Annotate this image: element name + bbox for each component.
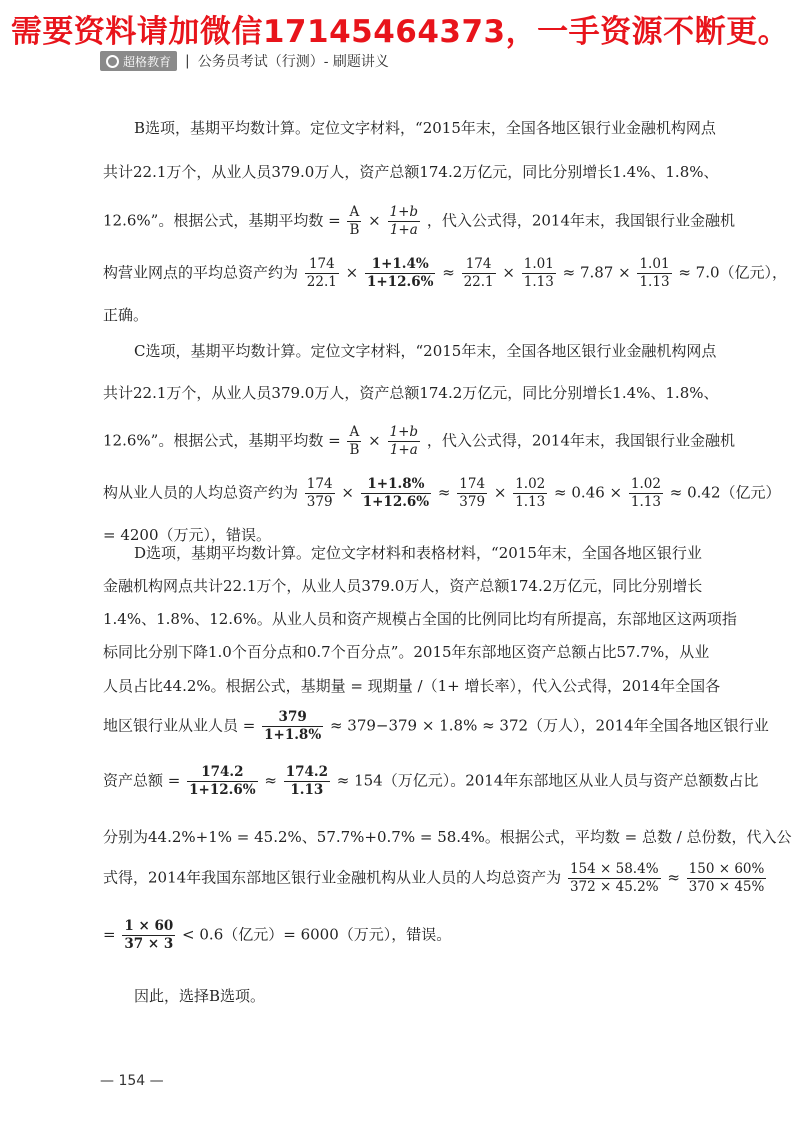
text-segment: ≈ 154（万亿元）。2014年东部地区从业人员与资产总额数占比 <box>336 771 759 790</box>
text-line: B选项，基期平均数计算。定位文字材料，“2015年末，全国各地区银行业金融机构网点 <box>134 119 716 137</box>
operator: ≈ <box>264 771 277 790</box>
text-line: C选项，基期平均数计算。定位文字材料，“2015年末，全国各地区银行业金融机构网点 <box>134 342 717 360</box>
fraction: $\frac{1+1.4\%}{1+12.6\%}$ <box>367 256 434 290</box>
text-segment: ≈ 7.0（亿元）， <box>678 263 788 282</box>
text-line: 正确。 <box>103 306 149 324</box>
text-line: 1.4%、1.8%、12.6%。从业人员和资产规模占全国的比例同比均有所提高，东部地区这两项指 <box>103 610 737 628</box>
fraction: $\frac{379}{1+1.8\%}$ <box>264 709 322 743</box>
text-line: 标同比分别下降1.0个百分点和0.7个百分点”。2015年东部地区资产总额占比57.7%，从业 <box>103 643 710 661</box>
formula-line <box>103 477 781 510</box>
logo-icon <box>106 55 119 68</box>
formula-line <box>103 425 735 458</box>
header-title: 公务员考试（行测）- 刷题讲义 <box>197 54 389 70</box>
text-segment: ≈ 379−379 × 1.8% ≈ 372（万人），2014年全国各地区银行业 <box>329 716 769 735</box>
fraction: $\frac{154 \times 58.4\%}{372 \times 45.2\%}$ <box>569 861 659 895</box>
fraction: $\frac{174}{379}$ <box>306 476 333 510</box>
operator: × <box>345 263 359 282</box>
page-header <box>100 50 389 72</box>
text-segment: 12.6%”。根据公式，基期平均数 = <box>103 431 341 450</box>
operator: × <box>368 211 381 230</box>
formula-line <box>103 257 787 290</box>
page-number: — 154 — <box>100 1073 164 1089</box>
text-segment: 构营业网点的平均总资产约为 <box>103 263 299 282</box>
fraction: $\frac{1.02}{1.13}$ <box>515 476 546 510</box>
text-line: 金融机构网点共计22.1万个，从业人员379.0万人，资产总额174.2万亿元，同比分别增长 <box>103 577 703 595</box>
text-segment: ≈ 0.42（亿元） <box>669 483 781 502</box>
operator: × <box>502 263 515 282</box>
conclusion-text: 因此，选择B选项。 <box>134 987 266 1005</box>
text-line: D选项，基期平均数计算。定位文字材料和表格材料，“2015年末，全国各地区银行业 <box>134 544 702 562</box>
fraction: $\frac{174}{22.1}$ <box>463 256 494 290</box>
fraction: $\frac{174}{22.1}$ <box>306 256 337 290</box>
operator: ≈ <box>437 483 451 502</box>
text-segment: ，代入公式得，2014年末，我国银行业金融机 <box>426 431 736 450</box>
formula-line <box>103 710 769 743</box>
text-segment: ≈ 7.87 × <box>562 263 631 282</box>
text-segment: 式得，2014年我国东部地区银行业金融机构从业人员的人均总资产为 <box>103 868 562 887</box>
text-segment: 构从业人员的人均总资产约为 <box>103 483 299 502</box>
fraction: $\frac{A}{B}$ <box>349 424 360 458</box>
operator: × <box>493 483 507 502</box>
text-segment: 12.6%”。根据公式，基期平均数 = <box>103 211 341 230</box>
fraction: $\frac{1+1.8\%}{1+12.6\%}$ <box>362 476 430 510</box>
text-segment: 资产总额 = <box>103 771 181 790</box>
text-line: 共计22.1万个，从业人员379.0万人，资产总额174.2万亿元，同比分别增长1.4%、1.8%、 <box>103 163 719 181</box>
operator: × <box>341 483 354 502</box>
fraction: $\frac{1.02}{1.13}$ <box>630 476 661 510</box>
operator: ≈ <box>667 868 680 887</box>
text-line: 共计22.1万个，从业人员379.0万人，资产总额174.2万亿元，同比分别增长1.4%、1.8%、 <box>103 384 719 402</box>
fraction: $\frac{1+b}{1+a}$ <box>389 204 419 238</box>
formula-line <box>103 862 768 895</box>
brand-logo <box>100 51 177 71</box>
operator: × <box>368 431 381 450</box>
operator: ≈ <box>442 263 455 282</box>
fraction: $\frac{1.01}{1.13}$ <box>523 256 554 290</box>
fraction: $\frac{1 \times 60}{37 \times 3}$ <box>124 918 174 952</box>
fraction: $\frac{174}{379}$ <box>459 476 486 510</box>
header-separator: | <box>185 53 190 69</box>
formula-line <box>103 765 758 798</box>
text-segment: < 0.6（亿元）= 6000（万元），错误。 <box>182 925 452 944</box>
text-line: = 4200（万元），错误。 <box>103 526 272 544</box>
text-line: 分别为44.2%+1% = 45.2%、57.7%+0.7% = 58.4%。根据公式，平均数 = 总数 / 总份数，代入公 <box>103 828 792 846</box>
text-segment: 地区银行业从业人员 = <box>103 716 256 735</box>
text-segment: ≈ 0.46 × <box>554 483 623 502</box>
formula-line <box>103 919 451 952</box>
fraction: $\frac{A}{B}$ <box>349 204 360 238</box>
fraction: $\frac{174.2}{1.13}$ <box>285 764 328 798</box>
fraction: $\frac{1.01}{1.13}$ <box>639 256 670 290</box>
text-segment: = <box>103 925 116 944</box>
formula-line <box>103 205 735 238</box>
text-line: 人员占比44.2%。根据公式，基期量 = 现期量 /（1+ 增长率），代入公式得，2014年全国各 <box>103 677 721 695</box>
fraction: $\frac{150 \times 60\%}{370 \times 45\%}$ <box>688 861 765 895</box>
fraction: $\frac{1+b}{1+a}$ <box>389 424 419 458</box>
promo-banner: 需要资料请加微信17145464373，一手资源不断更。 <box>10 14 790 50</box>
fraction: $\frac{174.2}{1+12.6\%}$ <box>189 764 256 798</box>
logo-text: 超格教育 <box>123 54 172 69</box>
text-segment: ，代入公式得，2014年末，我国银行业金融机 <box>426 211 736 230</box>
